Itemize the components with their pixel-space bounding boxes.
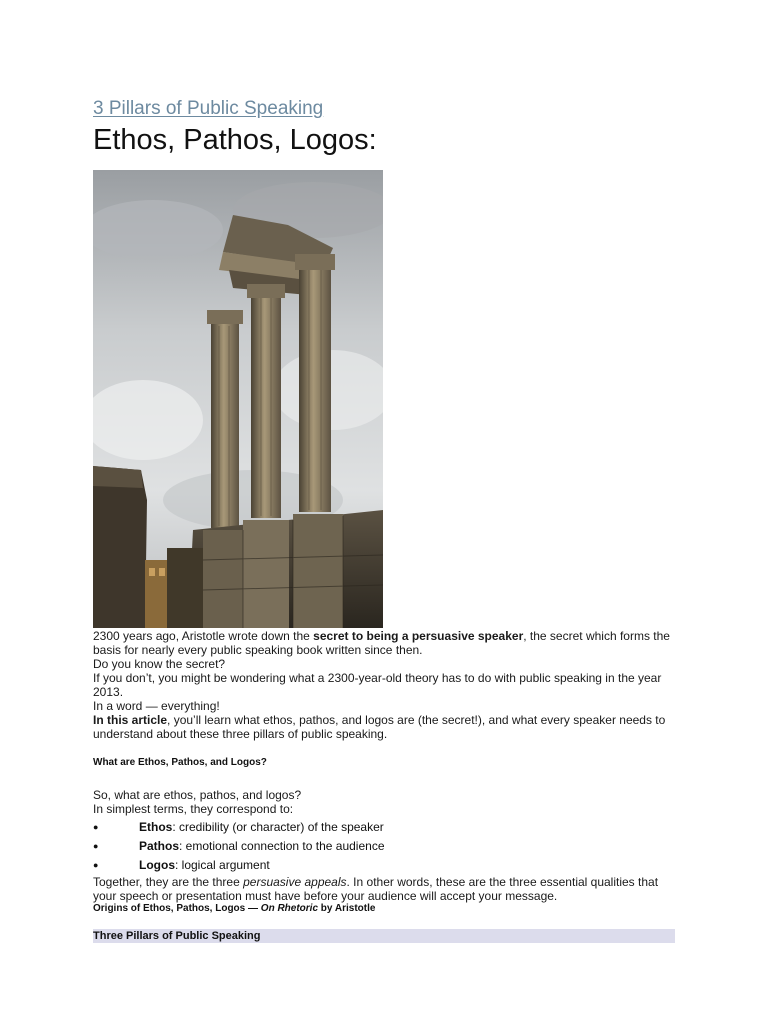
intro-text: 2300 years ago, Aristotle wrote down the: [93, 629, 314, 643]
origins-text: Origins of Ethos, Pathos, Logos —: [93, 903, 261, 914]
list-item: [93, 837, 683, 856]
appeals-list: [93, 818, 683, 875]
article-link-title[interactable]: 3 Pillars of Public Speaking: [93, 98, 324, 119]
temple-columns-photo: [93, 170, 383, 628]
origins-heading: [93, 903, 683, 915]
page-title: Ethos, Pathos, Logos:: [93, 124, 377, 156]
term-description: : credibility (or character) of the speaker: [172, 820, 384, 834]
together-text: Together, they are the three: [93, 875, 244, 889]
term-description: : emotional connection to the audience: [179, 839, 385, 853]
intro-text: , you’ll learn what ethos, pathos, and logos are (the secret!), and what every speaker needs to understand about these three pillars of public speaking.: [93, 713, 666, 741]
list-item: [93, 856, 683, 875]
persuasive-appeals-em: persuasive appeals: [243, 875, 347, 889]
on-rhetoric-em: On Rhetoric: [260, 903, 319, 914]
list-item: [93, 818, 683, 837]
intro-paragraph-4: In a word — everything!: [93, 699, 220, 713]
intro-paragraph-5: [93, 713, 683, 741]
term: Logos: [139, 858, 175, 872]
intro-bold-phrase: secret to being a persuasive speaker: [313, 629, 524, 643]
document-page: [93, 96, 683, 943]
bullet-icon: ●: [93, 822, 99, 832]
term: Pathos: [139, 839, 180, 853]
term-description: : logical argument: [175, 858, 270, 872]
in-this-article-bold: In this article: [93, 713, 168, 727]
origins-text: by Aristotle: [318, 903, 376, 914]
intro-paragraph-2: Do you know the secret?: [93, 657, 226, 671]
three-pillars-band: Three Pillars of Public Speaking: [93, 929, 675, 943]
bullet-icon: ●: [93, 841, 99, 851]
term: Ethos: [139, 820, 173, 834]
intro-text: , the secret which forms the basis for nearly every public speaking book written since then.: [93, 629, 670, 657]
intro-paragraph-3: If you don’t, you might be wondering what a 2300-year-old theory has to do with public speaking in the year 2013.: [93, 671, 662, 699]
intro-paragraph-1: [93, 629, 683, 657]
lead-text: In simplest terms, they correspond to:: [93, 802, 294, 816]
together-paragraph: [93, 875, 683, 903]
question-text: So, what are ethos, pathos, and logos?: [93, 788, 302, 802]
section-heading-what-are: What are Ethos, Pathos, and Logos?: [93, 757, 267, 768]
together-text: . In other words, these are the three essential qualities that your speech or presentation must have before your audience will accept your message.: [93, 875, 659, 903]
bullet-icon: ●: [93, 860, 99, 870]
